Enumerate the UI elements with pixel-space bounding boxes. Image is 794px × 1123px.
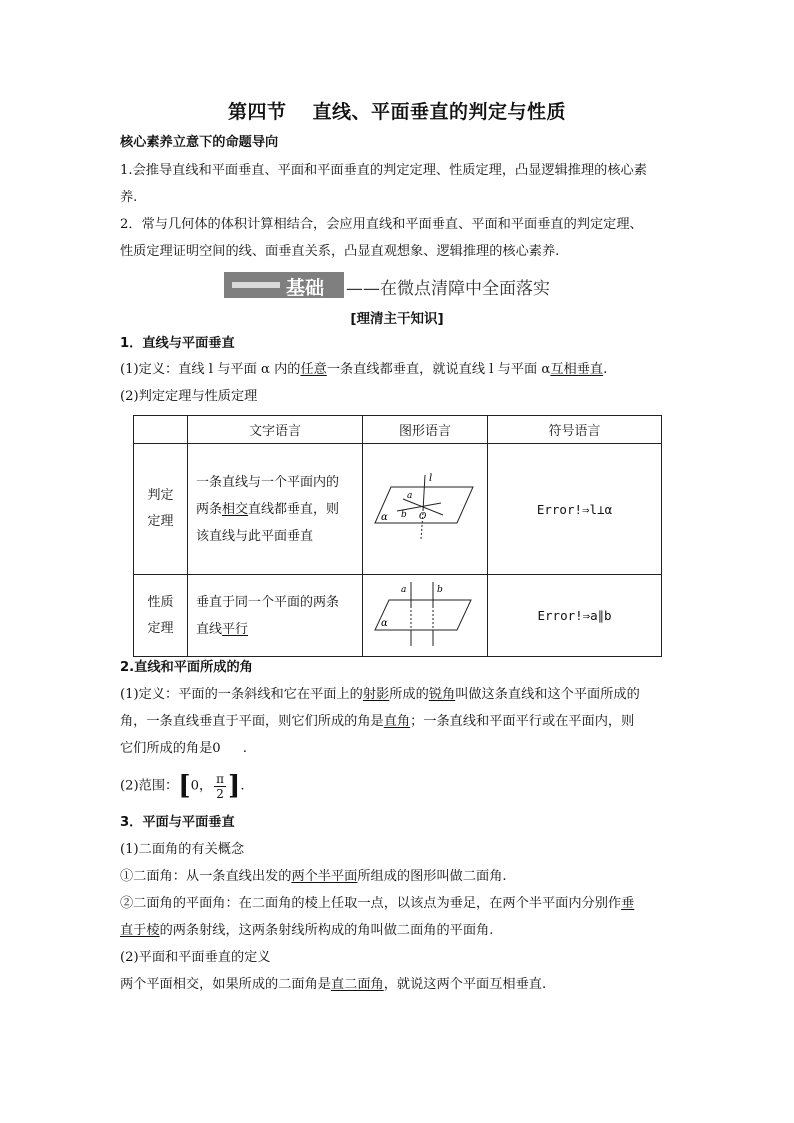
s1-def-blank-2: 互相垂直 xyxy=(550,362,604,377)
row-property-name-l2: 定理 xyxy=(147,620,174,636)
guide-heading: 核心素养立意下的命题导向 xyxy=(120,135,279,150)
table-header-symbol-language: 符号语言 xyxy=(488,416,662,444)
row-property-blank: 平行 xyxy=(222,621,249,637)
s1-def-text-c: . xyxy=(603,362,608,377)
row-criterion-text-l2b: 直线都垂直，则 xyxy=(248,501,340,517)
row-criterion-blank: 相交 xyxy=(222,501,249,517)
row-property-name-l1: 性质 xyxy=(147,594,174,610)
s3-definition xyxy=(120,975,676,995)
row-criterion-figure xyxy=(363,444,488,575)
row-criterion-text-l3: 该直线与此平面垂直 xyxy=(196,528,314,544)
s3-d1a: 两个平面相交，如果所成的二面角是 xyxy=(120,977,331,992)
row-property-text-l2a: 直线 xyxy=(196,621,223,637)
s3-sub-2: (2)平面和平面垂直的定义 xyxy=(120,950,271,965)
s3-blank-perp-1: 垂 xyxy=(621,896,635,911)
s3-blank-half-planes: 两个半平面 xyxy=(291,869,358,884)
s3-concept-2-line-1 xyxy=(120,894,676,914)
row-criterion-symbol: Error!⇒l⊥α xyxy=(488,444,662,575)
page-title xyxy=(0,97,794,124)
s1-heading: 1．直线与平面垂直 xyxy=(120,336,235,351)
s2-def-l1a: (1)定义：平面的一条斜线和它在平面上的 xyxy=(120,687,363,702)
row-property-text-l1: 垂直于同一个平面的两条 xyxy=(196,594,340,610)
s2-blank-acute: 锐角 xyxy=(428,687,456,702)
s3-c1a: ①二面角：从一条直线出发的 xyxy=(120,869,292,884)
row-criterion-name-l1: 判定 xyxy=(147,488,174,503)
guide-item-2-line-2: 性质定理证明空间的线、面垂直关系，凸显直观想象、逻辑推理的核心素养. xyxy=(120,244,560,259)
s2-def-l1b: 所成的 xyxy=(389,687,429,702)
s3-heading: 3．平面与平面垂直 xyxy=(120,815,235,830)
guide-item-1-line-1: 1.会推导直线和平面垂直、平面和平面垂直的判定定理、性质定理，凸显逻辑推理的核心素 xyxy=(120,163,647,178)
label-alpha: α xyxy=(381,512,388,523)
s2-def-l2a: 角，一条直线垂直于平面，则它们所成的角是 xyxy=(120,714,384,729)
s3-sub-1: (1)二面角的有关概念 xyxy=(120,842,245,857)
row-criterion-text-l1: 一条直线与一个平面内的 xyxy=(196,474,340,490)
s2-def-l2b: ；一条直线和平面平行或在平面内，则 xyxy=(410,714,635,729)
label-b-2: b xyxy=(437,584,443,595)
s2-def-l3-end: . xyxy=(242,741,247,756)
s1-sub-heading: (2)判定定理与性质定理 xyxy=(120,389,258,404)
s2-range-end: . xyxy=(240,778,245,794)
label-alpha-2: α xyxy=(381,617,388,629)
label-o: O xyxy=(419,512,427,522)
s3-blank-perp-2: 直于棱 xyxy=(120,923,160,938)
s3-concept-2-line-2 xyxy=(120,921,676,941)
guide-item-2-line-1: 2．常与几何体的体积计算相结合，会应用直线和平面垂直、平面和平面垂直的判定定理、 xyxy=(120,217,643,232)
s2-def-line-3 xyxy=(120,739,676,759)
s2-range-pi-over-2 xyxy=(214,772,226,801)
s2-def-l1c: 叫做这条直线和这个平面所成的 xyxy=(455,687,640,702)
label-a-2: a xyxy=(401,584,407,595)
s2-blank-projection: 射影 xyxy=(362,687,390,702)
title-section-number: 第四节 xyxy=(227,101,287,123)
s3-c2b: 的两条射线，这两条射线所构成的角叫做二面角的平面角. xyxy=(159,923,494,938)
line-perpendicular-plane-figure xyxy=(369,467,481,547)
s1-def-text-b: 一条直线都垂直，就说直线 l 与平面 α xyxy=(326,362,551,377)
row-criterion-name xyxy=(134,444,188,575)
s2-range-denominator: 2 xyxy=(216,786,224,801)
row-property-figure xyxy=(363,575,488,657)
s1-def-text-a: (1)定义：直线 l 与平面 α 内的 xyxy=(120,362,301,377)
table-header-empty xyxy=(134,416,188,444)
s3-c1b: 所组成的图形叫做二面角. xyxy=(357,869,507,884)
row-property-text xyxy=(188,575,363,657)
table-row-criterion xyxy=(134,444,662,575)
label-l: l xyxy=(429,473,433,484)
title-topic: 直线、平面垂直的判定与性质 xyxy=(312,101,567,123)
guide-item-1-line-2: 养. xyxy=(120,190,138,205)
s3-blank-right-dihedral: 直二面角 xyxy=(331,977,384,992)
parallel-lines-perpendicular-figure xyxy=(369,578,481,650)
s2-range-label: (2)范围： xyxy=(120,778,179,794)
table-header-figure-language: 图形语言 xyxy=(363,416,488,444)
row-criterion-text-l2a: 两条 xyxy=(196,501,223,517)
s1-def-blank-1: 任意 xyxy=(300,362,327,377)
s2-range-close-bracket: ] xyxy=(228,771,241,801)
s1-definition xyxy=(120,360,676,380)
table-header-row xyxy=(134,416,662,444)
s2-def-l3: 它们所成的角是0 xyxy=(120,741,221,756)
plane-alpha-shape-2 xyxy=(375,600,471,630)
banner-stripe xyxy=(232,282,280,288)
s3-c2a: ②二面角的平面角：在二面角的棱上任取一点，以该点为垂足，在两个半平面内分别作 xyxy=(120,896,622,911)
table-header-text-language: 文字语言 xyxy=(188,416,363,444)
s2-blank-right-angle: 直角 xyxy=(383,714,411,729)
row-criterion-name-l2: 定理 xyxy=(147,514,174,529)
banner-subtitle: ——在微点清障中全面落实 xyxy=(346,279,550,299)
s2-def-line-2 xyxy=(120,712,676,732)
s2-range-numerator: π xyxy=(216,771,225,786)
s3-d1b: ，就说这两个平面互相垂直. xyxy=(383,977,547,992)
row-property-name xyxy=(134,575,188,657)
row-property-symbol: Error!⇒a∥b xyxy=(488,575,662,657)
label-a: a xyxy=(407,491,413,501)
section-heading: [理清主干知识] xyxy=(350,311,444,327)
s2-def-line-1 xyxy=(120,685,676,705)
table-row-property xyxy=(134,575,662,657)
section-banner xyxy=(224,272,564,298)
s3-concept-1 xyxy=(120,867,676,887)
s2-range xyxy=(120,768,676,804)
s2-range-open-bracket: [ xyxy=(178,771,191,801)
label-b: b xyxy=(401,510,407,520)
theorem-table xyxy=(133,415,662,657)
s2-range-zero: 0， xyxy=(190,778,213,794)
row-criterion-text xyxy=(188,444,363,575)
s2-heading: 2.直线和平面所成的角 xyxy=(120,660,253,675)
banner-keyword: 基础 xyxy=(286,277,325,299)
